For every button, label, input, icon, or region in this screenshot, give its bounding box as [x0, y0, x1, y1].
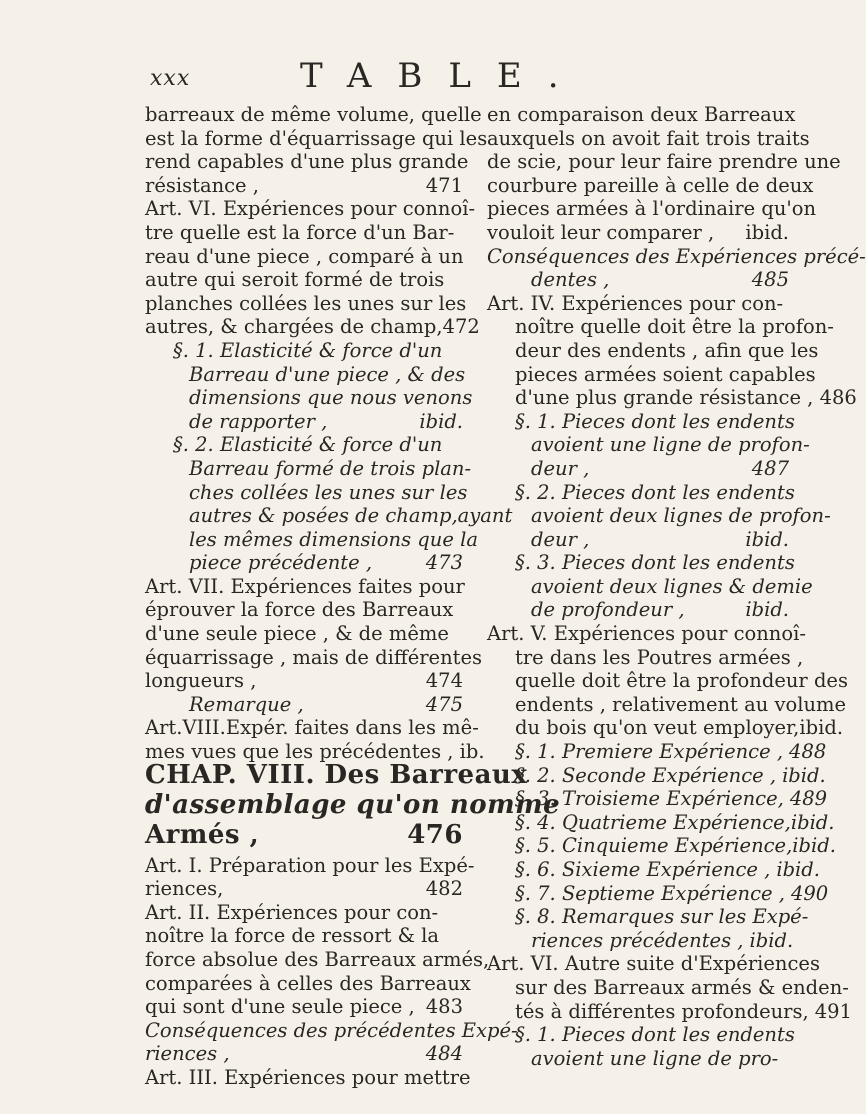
toc-line: [487, 315, 834, 339]
toc-line: [145, 527, 478, 552]
toc-entry-text: noître quelle doit être la profon-: [515, 315, 834, 339]
toc-line: [145, 268, 463, 292]
toc-entry-text: Art. III. Expériences pour mettre: [145, 1065, 471, 1089]
toc-page-number: ibid.: [776, 858, 820, 881]
toc-line: [145, 245, 463, 269]
toc-entry-text: équarrissage , mais de différentes: [145, 645, 483, 669]
toc-line: [487, 669, 848, 693]
toc-entry-text: barreaux de même volume, quelle: [145, 103, 482, 126]
toc-entry-text: auxquels on avoit fait trois traits: [487, 126, 810, 150]
toc-entry-text: deur ,: [531, 456, 590, 480]
toc-entry-text: avoient une ligne de pro-: [531, 1046, 779, 1070]
toc-entry-text: endents , relativement au volume: [515, 692, 847, 716]
toc-entry-text: ches collées les unes sur les: [189, 480, 468, 504]
toc-line: [487, 645, 804, 670]
toc-page-number: ibid.: [749, 928, 794, 952]
toc-line: [145, 1065, 471, 1090]
toc-line: [487, 881, 829, 906]
toc-line: [145, 221, 463, 245]
toc-line: [487, 716, 844, 740]
toc-page-number: ibid.: [745, 220, 789, 244]
toc-page-number: 473: [425, 551, 463, 575]
toc-line: [145, 504, 513, 528]
toc-line: [487, 221, 789, 245]
toc-entry-text: d'assemblage qu'on nomme: [145, 789, 561, 820]
toc-line: [487, 740, 827, 764]
toc-page-number: 488: [789, 740, 827, 764]
toc-line: [145, 819, 463, 854]
toc-entry-text: reau d'une piece , comparé à un: [145, 244, 464, 268]
toc-line: [145, 693, 463, 717]
toc-entry-text: Barreau formé de trois plan-: [189, 456, 472, 480]
toc-entry-text: mes vues que les précédentes , ib.: [145, 740, 485, 764]
toc-entry-text: autres & posées de champ,ayant: [189, 504, 513, 528]
toc-entry-text: Art. VII. Expériences faites pour: [145, 574, 465, 598]
toc-entry-text: CHAP. VIII. Des Barreaux: [145, 759, 528, 790]
toc-line: [145, 103, 482, 127]
toc-line: [487, 433, 810, 457]
toc-entry-text: de rapporter ,: [189, 409, 328, 433]
toc-entry-text: noître la force de ressort & la: [145, 924, 440, 948]
toc-page-number: 485: [751, 268, 789, 292]
toc-entry-text: rend capables d'une plus grande: [145, 150, 469, 174]
toc-entry-text: du bois qu'on veut employer,ibid.: [515, 716, 844, 740]
toc-page-number: 490: [790, 881, 829, 905]
toc-line: [145, 150, 469, 174]
toc-entry-text: §. 6. Sixieme Expérience ,: [515, 858, 771, 881]
toc-entry-text: quelle doit être la profondeur des: [515, 669, 848, 693]
toc-line: [487, 409, 795, 434]
toc-page-number: 471: [425, 173, 463, 197]
toc-line: [487, 999, 852, 1024]
toc-line: [145, 1042, 463, 1066]
toc-line: [487, 528, 789, 552]
toc-line: [487, 1047, 789, 1071]
toc-entry-text: §. 2. Seconde Expérience ,: [515, 763, 777, 787]
toc-entry-text: de scie, pour leur faire prendre une: [487, 150, 841, 174]
toc-line: [145, 901, 463, 925]
toc-page-number: 483: [425, 995, 463, 1019]
toc-page-number: ibid.: [745, 527, 789, 551]
toc-line: [487, 1023, 795, 1047]
toc-line: [145, 716, 479, 740]
toc-line: [145, 1018, 518, 1043]
toc-page-number: 487: [751, 456, 789, 480]
toc-page-number: ibid.: [782, 763, 826, 787]
toc-line: [487, 197, 817, 221]
toc-entry-text: d'une plus grande résistance , 486: [515, 386, 857, 410]
toc-line: [145, 291, 467, 316]
toc-line: [487, 386, 857, 410]
toc-entry-text: dimensions que nous venons: [189, 386, 473, 410]
toc-entry-text: riences ,: [145, 1042, 230, 1066]
toc-entry-text: deur des endents , afin que les: [515, 338, 819, 362]
toc-entry-text: §. 1. Pieces dont les endents: [515, 409, 795, 433]
toc-line: [487, 480, 795, 505]
toc-line: [145, 386, 473, 410]
toc-entry-text: avoient une ligne de profon-: [531, 433, 810, 457]
toc-entry-text: §. 1. Pieces dont les endents: [515, 1023, 795, 1047]
toc-line: [487, 975, 849, 1000]
toc-entry-text: est la forme d'équarrissage qui les: [145, 126, 488, 150]
toc-entry-text: Art. VI. Expériences pour connoî-: [145, 197, 476, 221]
toc-entry-text: résistance ,: [145, 173, 259, 197]
toc-entry-text: autre qui seroit formé de trois: [145, 268, 445, 292]
toc-page-number: 474: [425, 669, 463, 693]
toc-line: [145, 126, 488, 151]
toc-entry-text: Art. IV. Expériences pour con-: [487, 291, 784, 315]
toc-page-number: 475: [425, 692, 463, 716]
page-folio: xxx: [150, 66, 191, 91]
toc-entry-text: longueurs ,: [145, 669, 257, 693]
toc-entry-text: planches collées les unes sur les: [145, 291, 467, 315]
toc-entry-text: §. 2. Elasticité & force d'un: [173, 433, 443, 457]
toc-line: [145, 456, 472, 481]
toc-entry-text: autres, & chargées de champ,472: [145, 315, 480, 339]
toc-entry-text: deur ,: [531, 527, 590, 551]
toc-line: [145, 622, 463, 646]
toc-entry-text: §. 5. Cinquieme Expérience,ibid.: [515, 834, 836, 858]
right-column: [487, 103, 866, 1070]
toc-entry-text: §. 1. Premiere Expérience ,: [515, 740, 784, 764]
toc-page-number: ibid.: [745, 598, 789, 622]
toc-entry-text: piece précédente ,: [189, 551, 373, 575]
toc-line: [487, 787, 828, 811]
toc-page-number: 476: [407, 819, 463, 850]
toc-entry-text: §. 8. Remarques sur les Expé-: [515, 905, 809, 929]
toc-entry-text: §. 7. Septieme Expérience ,: [515, 881, 785, 905]
toc-entry-text: Art. II. Expériences pour con-: [145, 900, 439, 924]
toc-entry-text: vouloit leur comparer ,: [487, 220, 715, 244]
toc-line: [145, 480, 468, 505]
toc-entry-text: §. 4. Quatrieme Expérience,ibid.: [515, 810, 835, 834]
toc-line: [145, 877, 463, 901]
toc-entry-text: Barreau d'une piece , & des: [189, 362, 466, 386]
toc-page-number: ibid.: [419, 409, 463, 433]
toc-line: [145, 433, 463, 457]
toc-entry-text: Conséquences des Expériences précé-: [487, 244, 866, 268]
toc-line: [145, 971, 471, 996]
toc-line: [487, 103, 796, 127]
toc-line: [487, 457, 789, 481]
toc-line: [145, 598, 463, 622]
toc-line: [487, 126, 810, 151]
toc-line: [487, 834, 836, 858]
toc-entry-text: comparées à celles des Barreaux: [145, 971, 471, 995]
toc-entry-text: riences,: [145, 877, 224, 901]
toc-line: [145, 669, 463, 693]
toc-line: [145, 924, 463, 948]
toc-entry-text: §. 2. Pieces dont les endents: [515, 480, 795, 504]
toc-line: [145, 339, 463, 363]
toc-entry-text: qui sont d'une seule piece ,: [145, 995, 415, 1019]
toc-entry-text: d'une seule piece , & de même: [145, 622, 449, 646]
toc-line: [487, 504, 831, 528]
toc-line: [487, 810, 835, 835]
toc-entry-text: §. 3. Pieces dont les endents: [515, 551, 795, 575]
toc-line: [145, 551, 463, 575]
toc-line: [487, 952, 820, 976]
toc-entry-text: Armés ,: [145, 819, 260, 850]
toc-line: [487, 150, 841, 174]
toc-line: [145, 362, 466, 387]
toc-line: [145, 575, 463, 599]
toc-line: [487, 598, 789, 622]
toc-line: [145, 410, 463, 434]
toc-entry-text: dentes ,: [531, 268, 610, 292]
toc-line: [487, 173, 814, 198]
toc-line: [487, 551, 795, 575]
toc-line: [487, 692, 847, 717]
toc-entry-text: de profondeur ,: [531, 598, 685, 622]
toc-line: [145, 315, 480, 339]
toc-entry-text: tre quelle est la force d'un Bar-: [145, 220, 455, 244]
toc-entry-text: riences précédentes ,: [531, 928, 744, 952]
toc-entry-text: Art.VIII.Expér. faites dans les mê-: [145, 716, 479, 740]
toc-entry-text: sur des Barreaux armés & enden-: [515, 975, 849, 999]
toc-line: [145, 853, 475, 878]
toc-entry-text: tés à différentes profondeurs,: [515, 999, 809, 1023]
toc-entry-text: force absolue des Barreaux armés,: [145, 948, 490, 971]
toc-entry-text: tre dans les Poutres armées ,: [515, 645, 804, 669]
toc-entry-text: avoient deux lignes & demie: [531, 574, 813, 598]
toc-entry-text: pieces armées soient capables: [515, 362, 816, 386]
toc-entry-text: Art. VI. Autre suite d'Expériences: [487, 952, 820, 976]
toc-line: [145, 948, 490, 972]
toc-line: [145, 197, 476, 221]
toc-entry-text: pieces armées à l'ordinaire qu'on: [487, 197, 817, 221]
toc-page-number: 489: [789, 787, 828, 811]
toc-line: [145, 174, 463, 198]
toc-line: [487, 292, 789, 316]
toc-entry-text: éprouver la force des Barreaux: [145, 598, 454, 622]
toc-line: [487, 928, 794, 953]
toc-line: [487, 244, 866, 269]
toc-entry-text: courbure pareille à celle de deux: [487, 173, 814, 197]
toc-page-number: 491: [814, 999, 852, 1023]
toc-line: [487, 338, 819, 363]
toc-line: [487, 763, 826, 788]
toc-entry-text: Remarque ,: [189, 692, 304, 716]
toc-line: [487, 858, 820, 882]
toc-line: [487, 622, 806, 646]
toc-page-number: 484: [425, 1042, 463, 1066]
toc-entry-text: §. 3. Troisieme Expérience,: [515, 787, 784, 811]
toc-entry-text: Art. I. Préparation pour les Expé-: [145, 853, 475, 877]
toc-line: [487, 362, 816, 387]
toc-line: [145, 995, 463, 1019]
toc-entry-text: Conséquences des précédentes Expé-: [145, 1018, 518, 1042]
toc-entry-text: en comparaison deux Barreaux: [487, 103, 796, 126]
toc-entry-text: les mêmes dimensions que la: [189, 527, 478, 551]
toc-entry-text: Art. V. Expériences pour connoî-: [487, 622, 806, 646]
toc-page-number: 482: [425, 877, 463, 901]
toc-line: [487, 905, 809, 929]
toc-entry-text: §. 1. Elasticité & force d'un: [173, 338, 443, 362]
toc-line: [487, 268, 789, 292]
toc-entry-text: avoient deux lignes de profon-: [531, 504, 831, 528]
toc-line: [145, 645, 483, 670]
toc-line: [487, 574, 813, 599]
page-title: TABLE.: [300, 56, 585, 96]
